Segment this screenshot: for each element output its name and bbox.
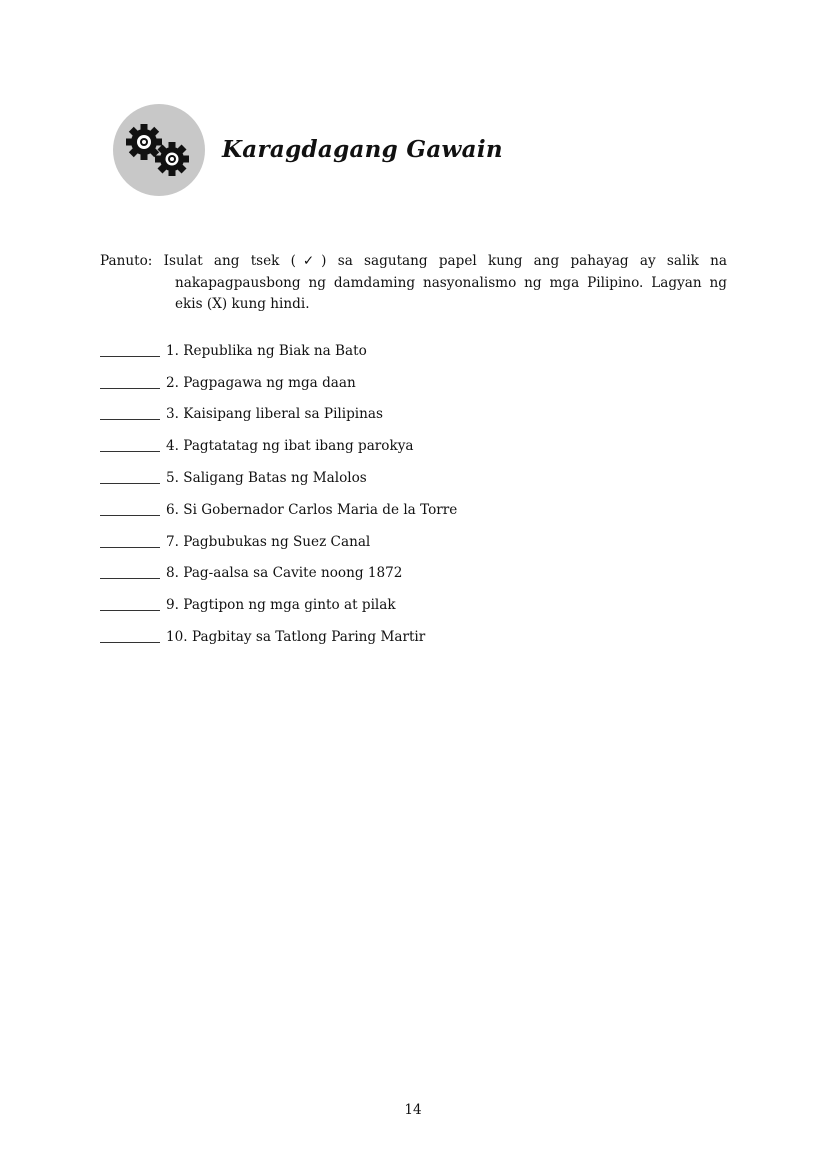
list-item — [100, 552, 457, 584]
answer-blank[interactable] — [100, 342, 160, 357]
answer-blank[interactable] — [100, 596, 160, 611]
section-title: Karagdagang Gawain — [222, 136, 503, 163]
item-text: 7. Pagbubukas ng Suez Canal — [166, 533, 371, 550]
answer-blank[interactable] — [100, 437, 160, 452]
question-list — [100, 329, 457, 647]
list-item — [100, 520, 457, 552]
answer-blank[interactable] — [100, 374, 160, 389]
answer-blank[interactable] — [100, 628, 160, 643]
list-item — [100, 615, 457, 647]
page-number: 14 — [404, 1102, 422, 1118]
gears-icon — [113, 104, 205, 196]
list-item — [100, 329, 457, 361]
answer-blank[interactable] — [100, 564, 160, 579]
item-text: 9. Pagtipon ng mga ginto at pilak — [166, 597, 396, 614]
item-text: 6. Si Gobernador Carlos Maria de la Torre — [166, 501, 458, 518]
item-text: 4. Pagtatatag ng ibat ibang parokya — [166, 438, 414, 455]
answer-blank[interactable] — [100, 533, 160, 548]
item-text: 10. Pagbitay sa Tatlong Paring Martir — [166, 628, 426, 645]
item-text: 8. Pag-aalsa sa Cavite noong 1872 — [166, 565, 403, 582]
instructions-label: Panuto: — [100, 253, 153, 269]
item-text: 1. Republika ng Biak na Bato — [166, 342, 367, 359]
list-item — [100, 583, 457, 615]
list-item — [100, 456, 457, 488]
list-item — [100, 488, 457, 520]
item-text: 2. Pagpagawa ng mga daan — [166, 374, 356, 391]
gears-badge — [113, 104, 205, 196]
list-item — [100, 361, 457, 393]
instructions-line1: Isulat ang tsek (✓) sa sagutang papel kung ang pahayag ay salik na — [163, 253, 727, 269]
list-item — [100, 424, 457, 456]
answer-blank[interactable] — [100, 469, 160, 484]
answer-blank[interactable] — [100, 405, 160, 420]
instructions-rest: nakapagpausbong ng damdaming nasyonalismo ng mga Pilipino. Lagyan ng ekis (X) kung hindi. — [175, 274, 727, 312]
instructions — [100, 251, 727, 316]
answer-blank[interactable] — [100, 501, 160, 516]
list-item — [100, 393, 457, 425]
item-text: 5. Saligang Batas ng Malolos — [166, 469, 367, 486]
item-text: 3. Kaisipang liberal sa Pilipinas — [166, 406, 383, 423]
